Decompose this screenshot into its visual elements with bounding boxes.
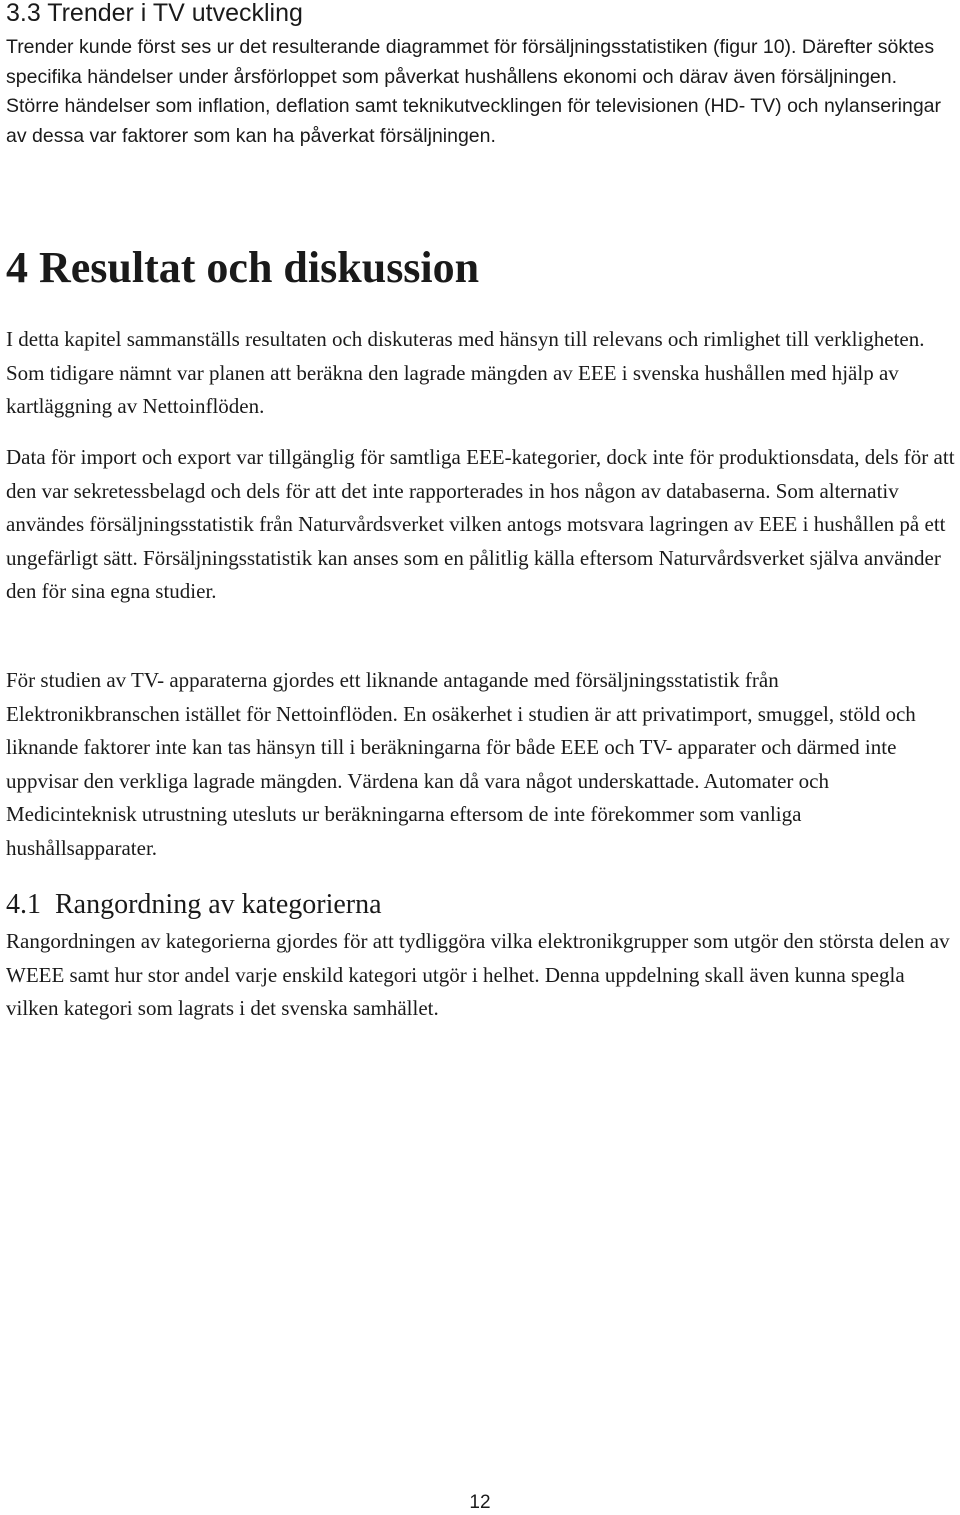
section-4-1-heading [6, 885, 382, 925]
section-3-3-heading: 3.3 Trender i TV utveckling [6, 0, 303, 27]
chapter-4-heading: 4 Resultat och diskussion [6, 243, 480, 292]
chapter-4-paragraph-2: Data för import och export var tillgänglig för samtliga EEE-kategorier, dock inte för produktionsdata, dels för att den var sekretessbelagd och dels för att det inte rapporterades in hos någon av databaserna. Som alternativ användes försäljningsstatistik från Naturvårdsverket vilken antogs motsvara lagringen av EEE i hushållen på ett ungefärligt sätt. Försäljningsstatistik kan anses som en pålitlig källa eftersom Naturvårdsverket själva använder den för sina egna studier. [6, 445, 955, 603]
chapter-4-paragraph-3: För studien av TV- apparaterna gjordes ett liknande antagande med försäljningsstatistik från Elektronikbranschen istället för Nettoinflöden. En osäkerhet i studien är att privatimport, smuggel, stöld och liknande faktorer inte kan tas hänsyn till i beräkningarna för både EEE och TV- apparater och därmed inte uppvisar den verkliga lagrade mängden. Värdena kan då vara något underskattade. Automater och Medicinteknisk utrustning utesluts ur beräkningarna eftersom de inte förekommer som vanliga hushållsapparater. [6, 668, 916, 860]
chapter-4-paragraph-1: I detta kapitel sammanställs resultaten och diskuteras med hänsyn till relevans och rimlighet till verkligheten. Som tidigare nämnt var planen att beräkna den lagrade mängden av EEE i svenska hushållen med hjälp av kartläggning av Nettoinflöden. [6, 327, 925, 418]
page-number: 12 [469, 1492, 491, 1513]
section-4-1-paragraph: Rangordningen av kategorierna gjordes för att tydliggöra vilka elektronikgrupper som utgör den största delen av WEEE samt hur stor andel varje enskild kategori utgör i helhet. Denna uppdelning skall även kunna spegla vilken kategori som lagrats i det svenska samhället. [6, 929, 950, 1020]
section-4-1-number: 4.1 [6, 889, 41, 920]
section-4-1-title: Rangordning av kategorierna [55, 889, 382, 920]
section-3-3-paragraph: Trender kunde först ses ur det resulterande diagrammet för försäljningsstatistiken (figur 10). Därefter söktes specifika händelser under årsförloppet som påverkat hushållens ekonomi och därav även försäljningen. Större händelser som inflation, deflation samt teknikutvecklingen för televisionen (HD- TV) och nylanseringar av dessa var faktorer som kan ha påverkat försäljningen. [6, 36, 942, 147]
